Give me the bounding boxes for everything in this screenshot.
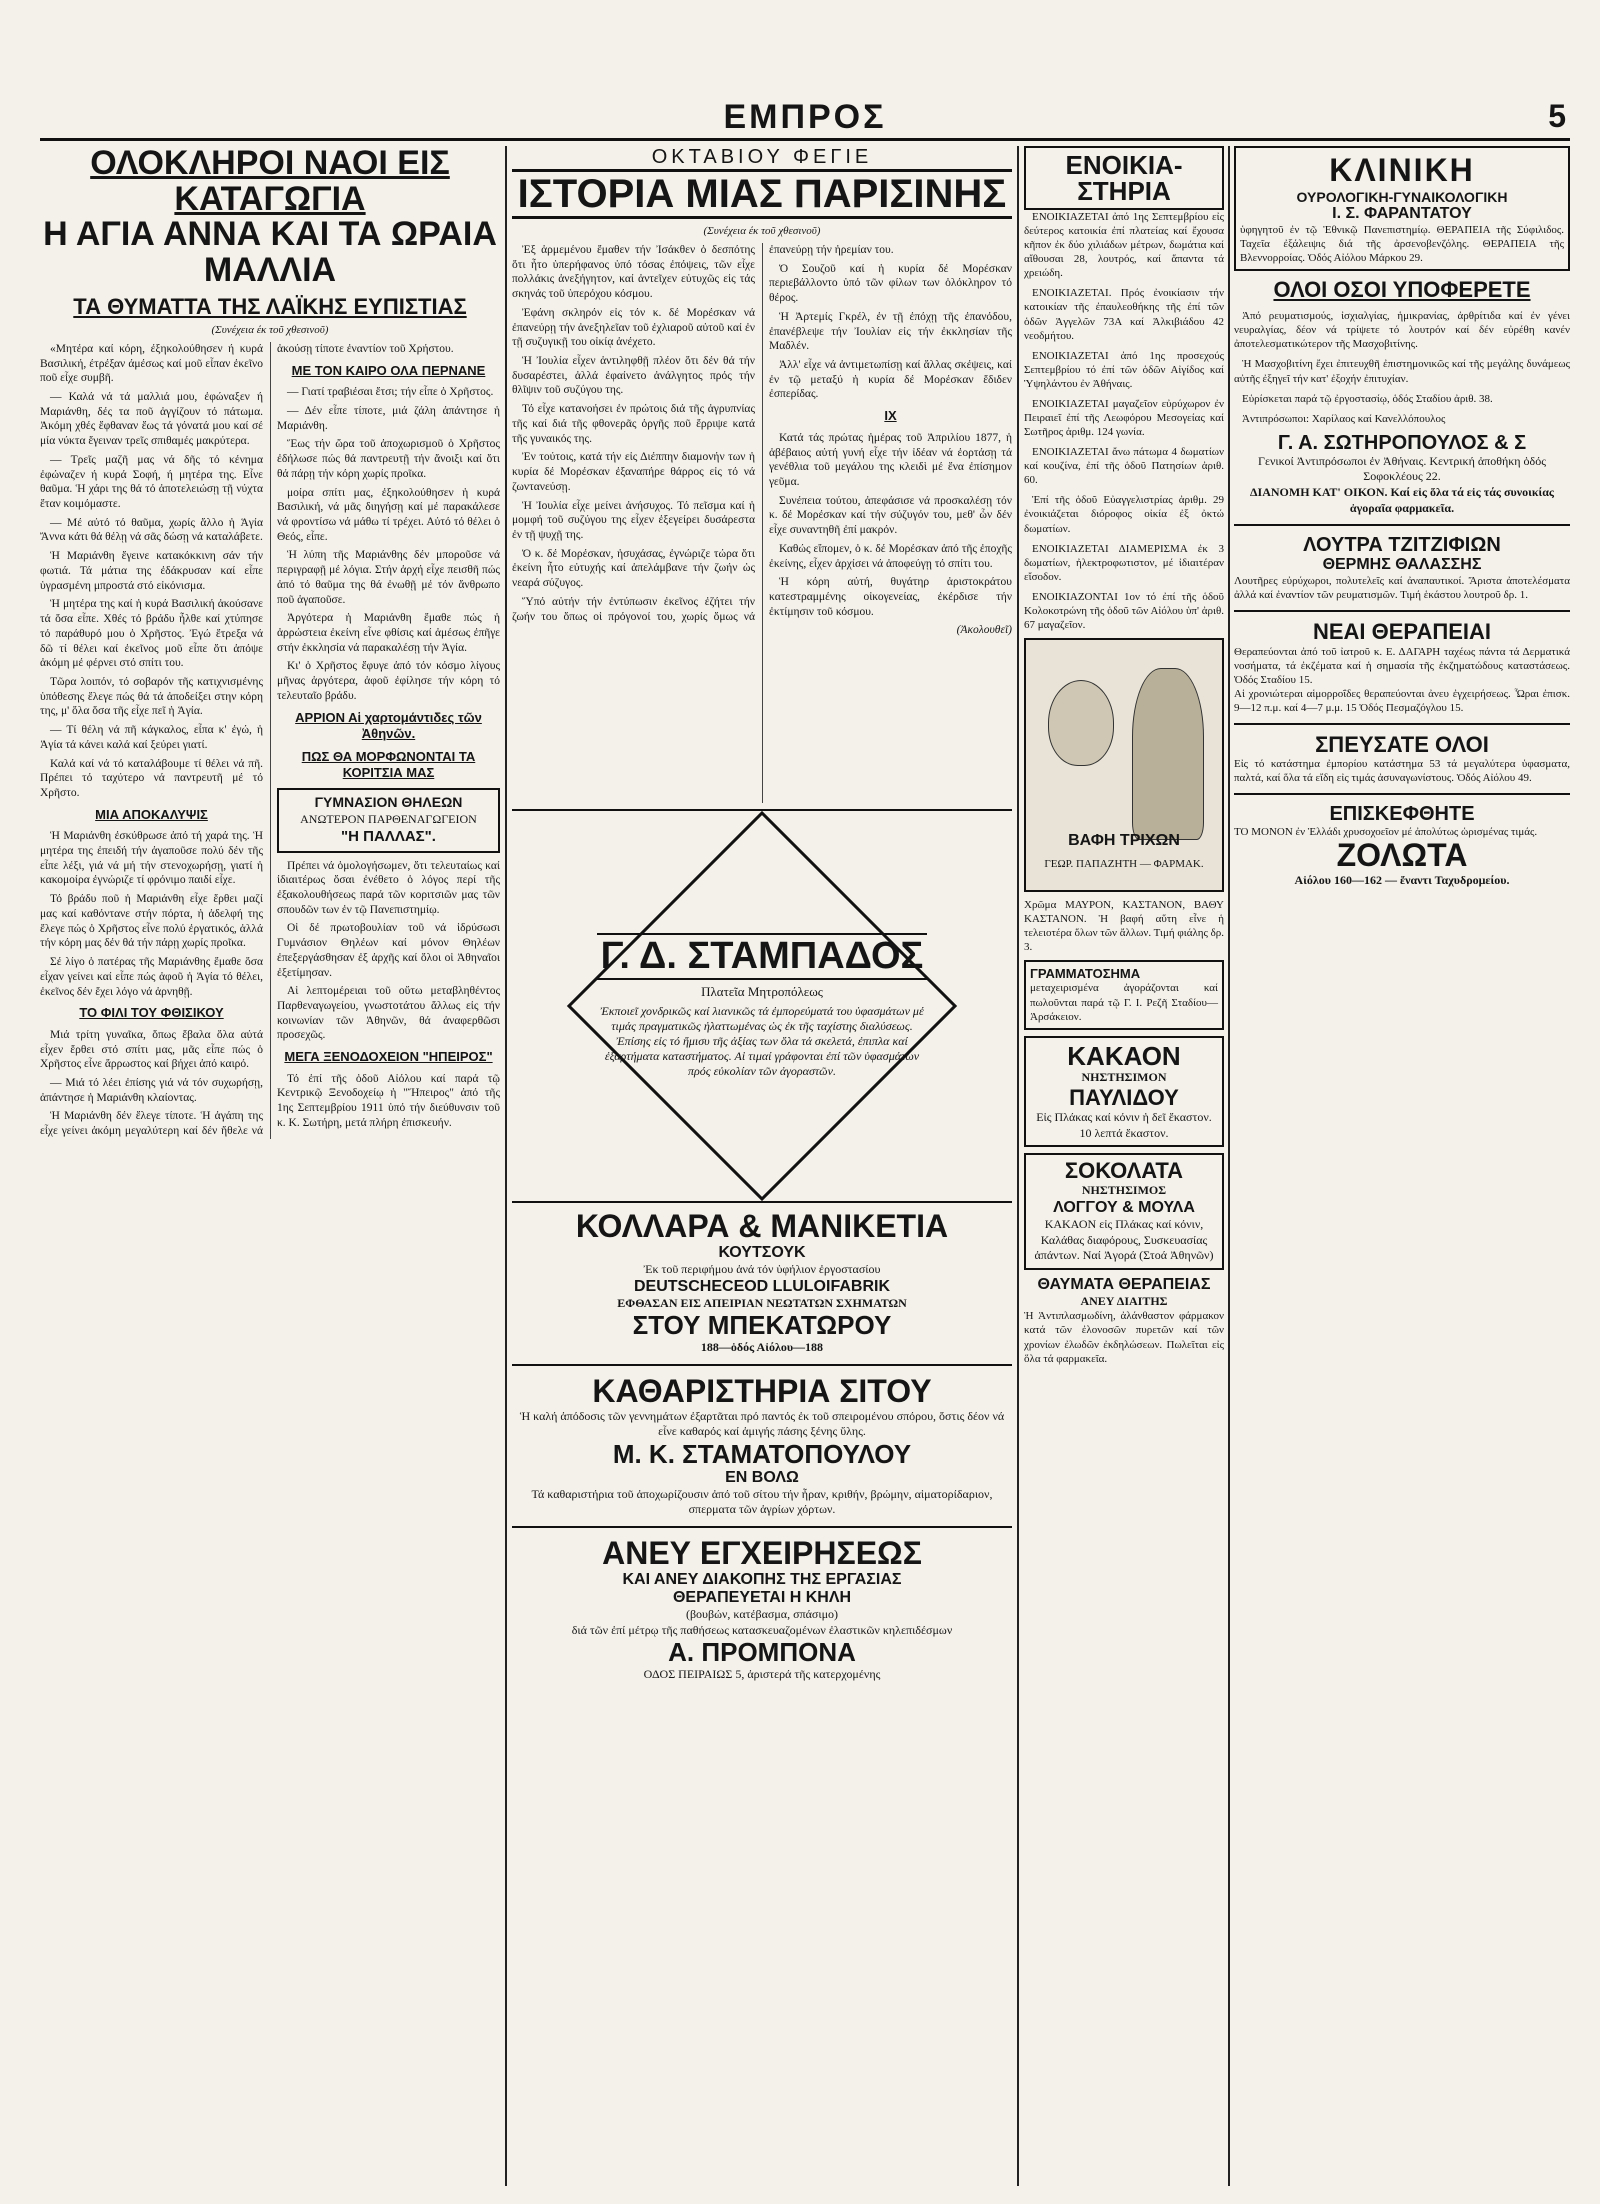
serial-body bbox=[512, 243, 1012, 803]
headline-main: ΟΛΟΚΛΗΡΟΙ ΝΑΟΙ ΕΙΣ ΚΑΤΑΓΩΓΙΑ bbox=[90, 146, 450, 218]
section-heading: ΠΩΣ ΘΑ ΜΟΡΦΩΝΟΝΤΑΙ ΤΑ ΚΟΡΙΤΣΙΑ ΜΑΣ bbox=[301, 748, 476, 781]
paragraph: Ἐν τούτοις, κατά τήν εἰς Διέππην διαμονήν των ἡ κυρία δέ Μορέσκαν ἐξαναπήρε θάρρος εἰς τό νά ζωντανεύσῃ. bbox=[512, 451, 755, 493]
paragraph: Τό βράδυ ποῦ ἡ Μαριάνθη εἶχε ἔρθει μαζί μας καί καθόντανε στήν πόρτα, ἡ ἀδελφή της ἔλεγε πώς ὁ Χρῆστος εἶνε πολύ ἐργατικός, ἀλλά τήν κόρη μας δέν θά τήν πάρῃ χωρίς προῖκα. bbox=[40, 893, 263, 950]
new-therapies-title: ΝΕΑΙ ΘΕΡΑΠΕΙΑΙ bbox=[1312, 619, 1492, 645]
chocolate-brand: ΛΟΓΓΟΥ & ΜΟΥΛΑ bbox=[1053, 1199, 1195, 1216]
rental-item: ΕΝΟΙΚΙΑΖΕΤΑΙ ἀπό 1ης Σεπτεμβρίου εἰς δεύτερος κατοικία ἐπί πλατείας καί ἔχουσα κῆπον ἐκ δύο χιλιάδων μέτρων, δωμάτια καί αἴθουσαι 28, λουτρός, καί ἅπαντα τά χρειώδη. bbox=[1024, 211, 1224, 280]
divider bbox=[1234, 723, 1570, 725]
paragraph: — Καλά νά τά μαλλιά μου, ἐφώναξεν ή Μαριάνθη, δές τα ποῦ ἀγγίζουν τό πάτωμα. Ἀκόμη χθές ἔφθαναν ἕως τά γόνατά μου καί σέ μία νύκτα ἔγειναν τρεῖς σπιθαμές μακρύτερα. bbox=[40, 391, 263, 448]
paragraph: Σέ λίγο ὁ πατέρας τῆς Μαριάνθης ἔμαθε ὅσα εἶχαν γείνει καί εἶπε πώς ἀφοῦ ἡ Ἁγία τό θέλει, ἐκεῖνος δέν ἔχει λόγο νά ἀρνηθῇ. bbox=[40, 956, 263, 998]
paragraph: Ἡ Μαριάνθη δέν ἔλεγε τίποτε. Ἡ ἀγάπη της εἶχε γείνει ἀκόμη μεγαλύτερη καί δέν ἤθελε νά ἀκούσῃ τίποτε ἐναντίον τοῦ Χρήστου. bbox=[40, 342, 454, 1138]
rental-item: ΕΝΟΙΚΙΑΖΕΤΑΙ ἄνω πάτωμα 4 δωματίων καί κουζίνα, ἐπί τῆς ὁδοῦ Πατησίων ἀριθ. 60. bbox=[1024, 446, 1224, 487]
column-divider bbox=[1017, 146, 1019, 2186]
sufferers-text bbox=[1234, 309, 1570, 426]
paragraph: Ἐφάνη σκληρόν εἰς τόν κ. δέ Μορέσκαν νά ἐπανεύρῃ τήν ἀνεξηλεῖαν τοῦ ἐχλιαροῦ αὐτοῦ καί ἐν τῇ συζυγικῇ του οἰκίᾳ ἀνέχετο. bbox=[512, 306, 755, 349]
paragraph: Ἀργότερα ἡ Μαριάνθη ἔμαθε πώς ἡ ἀρρώστεια ἐκείνη εἶνε φθίσις καί ἀμέσως ἐπῆγε στήν ἐκκλησία νά παρακαλέσῃ τήν Ἁγία. bbox=[277, 612, 500, 654]
wheat-cleaner-city: ΕΝ ΒΟΛΩ bbox=[725, 1468, 799, 1486]
rentals-heading: ΕΝΟΙΚΙΑ-ΣΤΗΡΙΑ bbox=[1024, 146, 1224, 210]
wheat-cleaner-text: Ἡ καλή ἀπόδοσις τῶν γεννημάτων ἐξαρτᾶται πρό παντός ἐκ τοῦ σπειρομένου σπόρου, ὅστις δέον νά εἶνε καθαρός καί ἀμιγής πάσης ξένης ὕλης. bbox=[519, 1408, 1005, 1439]
paragraph: Ἀλλ' εἶχε νά ἀντιμετωπίσῃ καί ἄλλας σκέψεις, καί ἐν τῷ μεταξύ ἡ κυρία δέ Μορέσκαν ἔδιδεν ἐσπερίδας. bbox=[769, 359, 1012, 401]
hernia-text: διά τῶν ἐπί μέτρῳ τῆς παθήσεως κατασκευαζομένων ἐλαστικῶν κηλεπιδέσμων bbox=[571, 1622, 953, 1637]
continued-note: (Συνέχεια έκ τοῦ χθεσινοῦ) bbox=[211, 323, 329, 336]
cocoa-subtitle: ΝΗΣΤΗΣΙΜΟΝ bbox=[1081, 1070, 1167, 1085]
cocoa-ad bbox=[1024, 1036, 1224, 1148]
paragraph: Ἡ λύπη τῆς Μαριάνθης δέν μποροῦσε νά περιγραφῇ μέ λόγια. Στήν ἀρχή εἶχε πεισθῆ πώς ἀπό τό θαῦμα της θά ἐνωθῇ μέ τόν ἄνθρωπο ποῦ ἀγαποῦσε. bbox=[277, 549, 500, 606]
hair-dye-ad-illustration bbox=[1024, 638, 1224, 892]
collars-ad bbox=[512, 1209, 1012, 1356]
collars-line: Ἐκ τοῦ περιφήμου ἀνά τόν ὑφήλιον ἐργοστασίου bbox=[643, 1262, 881, 1277]
stampados-ad bbox=[512, 809, 1012, 1203]
visit-address: Αἰόλου 160—162 — ἔναντι Ταχυδρομείου. bbox=[1294, 872, 1510, 887]
continued-note: (Συνέχεια έκ τοῦ χθεσινοῦ) bbox=[703, 225, 821, 237]
paragraph: Ἐξ ἀρμεμένου ἔμαθεν τήν Ἰσάκθεν ὁ δεσπότης ὅτι ἦτο ὑπερήφανος ὑπό τόσας ἐπόψεις, τῶν εἶχε πολλάκις ἀνεξήγητον, καί ἀντεῖχεν εὐτυχῶς εἰς τάς σκηνάς τοῦ ὑπερόχου κόσμου. bbox=[512, 244, 755, 301]
baths-text: Λουτῆρες εὐρύχωροι, πολυτελεῖς καί ἀναπαυτικοί. Ἄριστα ἀποτελέσματα ἀλλά καί ἐναντίον τῶν ρευματισμῶν. Τιμή ἑκάστου λουτροῦ δρ. 1. bbox=[1234, 575, 1570, 602]
collars-arrived: ΕΦΘΑΣΑΝ ΕΙΣ ΑΠΕΙΡΙΑΝ ΝΕΩΤΑΤΩΝ ΣΧΗΜΑΤΩΝ bbox=[617, 1295, 907, 1310]
serial-author: ΟΚΤΑΒΙΟΥ ΦΕΓΙΕ bbox=[651, 146, 873, 168]
paragraph: Εὑρίσκεται παρά τῷ ἐργοστασίῳ, ὁδός Σταδίου ἀριθ. 38. bbox=[1242, 392, 1493, 405]
therapy-subtitle: ΑΝΕΥ ΔΙΑΙΤΗΣ bbox=[1080, 1293, 1168, 1308]
clinic-ad bbox=[1234, 146, 1570, 271]
cocoa-text: Εἰς Πλάκας καί κόνιν ἡ δεῖ ἕκαστον. 10 λεπτά ἕκαστον. bbox=[1036, 1110, 1212, 1140]
chocolate-ad bbox=[1024, 1153, 1224, 1270]
school-subtitle: ΑΝΩΤΕΡΟΝ ΠΑΡΘΕΝΑΓΩΓΕΙΟΝ bbox=[300, 811, 477, 826]
paragraph: Κι' ὁ Χρῆστος ἔφυγε ἀπό τόν κόσμο λίγους μῆνας ἀργότερα, ἀφοῦ ἐφίλησε τήν κόρη τό τελευταῖο βράδυ. bbox=[277, 660, 500, 702]
collars-store: ΣΤΟΥ ΜΠΕΚΑΤΩΡΟΥ bbox=[632, 1310, 892, 1341]
column-3-classifieds bbox=[1024, 146, 1224, 2186]
newspaper-title: ΕΜΠΡΟΣ bbox=[723, 98, 887, 136]
column-2-serial bbox=[512, 146, 1012, 2186]
paragraph: Ὁ κ. δέ Μορέσκαν, ἡσυχάσας, ἐγνώριζε τώρα ὅτι ἐκείνη ἦτο εὐτυχής καί ἀπελάμβανε τήν ζωήν ὡς νεαρά σύζυγος. bbox=[512, 547, 755, 590]
section-heading: ΤΟ ΦΙΛΙ ΤΟΥ ΦΘΙΣΙΚΟΥ bbox=[79, 1005, 224, 1021]
paragraph: Τῶρα λοιπόν, τό σοβαρόν τῆς κατιχνισμένης ὑπόθεσης ἔλεγε πώς θά τά ἀποδείξει στην κόρη της, μ' ὅλα ὅσα τῆς εἶχε πεῖ ἡ Ἁγία. bbox=[40, 675, 263, 718]
paragraph: — Μέ αὐτό τό θαῦμα, χωρίς ἄλλο ἡ Ἁγία Ἄννα κάτι θά θέλῃ νά σᾶς δώσῃ νά καταλάβετε. bbox=[40, 516, 263, 544]
new-therapies-ad bbox=[1234, 620, 1570, 715]
paragraph: — Μιά τό λέει ἐπίσης γιά νά τόν συχωρήσῃ, ἀπάντησε ἡ Μαριάνθη κλαίοντας. bbox=[40, 1077, 263, 1104]
divider bbox=[512, 1526, 1012, 1528]
stamps-text: μεταχειρισμένα ἀγοράζονται καί πωλοῦνται παρά τῷ Γ. Ι. Ρεζῆ Σταδίου—Ἀρσάκειον. bbox=[1030, 982, 1218, 1023]
wheat-cleaner-ad bbox=[512, 1374, 1012, 1518]
therapy-ad bbox=[1024, 1276, 1224, 1366]
clinic-text: ὑφηγητοῦ ἐν τῷ Ἐθνικῷ Πανεπιστημίῳ. ΘΕΡΑΠΕΙΑ τῆς Σύφιλιδος. Ταχεῖα ἐξάλειψις διά τῆς ἀρσενοβενζόλης. ΘΕΡΑΠΕΙΑ τῆς Βλεννορροίας. Ὁδός Αἰόλου Μάρκου 29. bbox=[1240, 224, 1564, 265]
paragraph: Ἡ Ἰουλία εἶχε μείνει ἀνήσυχος. Τό πεῖσμα καί ἡ μομφή τοῦ συζύγου της εἶχεν ἐξεγείρει δυσάρεστα ἐν τῇ ψυχῇ της. bbox=[512, 499, 755, 541]
clinic-subtitle: ΟΥΡΟΛΟΓΙΚΗ-ΓΥΝΑΙΚΟΛΟΓΙΚΗ bbox=[1296, 189, 1508, 205]
paragraph: Μιά τρίτη γυναῖκα, ὅπως ἔβαλα ὅλα αὐτά εἶχεν ἔρθει στό σπίτι μας, μᾶς εἶπε πώς ὁ Χρῆστος εἶνε ἄρρωστος καί βήχει ἀπό καιρό. bbox=[40, 1028, 263, 1071]
school-name: "Η ΠΑΛΛΑΣ". bbox=[341, 828, 436, 846]
hurry-ad bbox=[1234, 733, 1570, 785]
paragraph: Ἀπό ρευματισμούς, ἰσχιαλγίας, ἡμικρανίας, ἀρθρίτιδα καί ἐν γένει νευραλγίας, δέον νά τρίψετε τό λουτρόν καί δέν εὐρέθη κανέν ἀποτελεσματικώτερον τῆς Μασχοβιτίνης. bbox=[1234, 310, 1570, 351]
paragraph: Ἡ μητέρα της καί ἡ κυρά Βασιλική ἀκούσανε τά ὅσα εἶπε. Χθές τό βράδυ ἦλθε καί χτύπησε τό παράθυρό μου ὁ Χρῆστος. Ἐγώ ἔτρεξα νά δῶ τί θέλει καί ἐκεῖνος μοῦ εἶπε ὅτι ἀπόψε ἀκόμη μέ φέρνει στό σπίτι του. bbox=[40, 598, 263, 670]
visit-text: ΤΟ ΜΟΝΟΝ ἐν Ἑλλάδι χρυσοχοεῖον μέ ἀπολύτως ὡρισμένας τιμάς. bbox=[1234, 826, 1538, 839]
collars-title: ΚΟΛΛΑΡΑ & ΜΑΝΙΚΕΤΙΑ bbox=[575, 1208, 949, 1244]
wheat-cleaner-text2: Τά καθαριστήρια τοῦ ἀποχωρίζουσιν ἀπό τοῦ σίτου τήν ἦραν, κριθήν, βρώμην, αἱματορίδαριον, σπερματα τῶν ἀγρίων χόρτων. bbox=[531, 1486, 993, 1517]
therapy-title: ΘΑΥΜΑΤΑ ΘΕΡΑΠΕΙΑΣ bbox=[1037, 1275, 1211, 1293]
rental-item: Ἐπί τῆς ὁδοῦ Εὐαγγελιστρίας ἀριθμ. 29 ἐνοικιάζεται διόροφος οἰκία ἐξ ὀκτώ δωματίων. bbox=[1024, 494, 1224, 535]
paragraph: Συνέπεια τούτου, ἀπεφάσισε νά προσκαλέσῃ τόν κ. δέ Μορέσκαν καί τήν σύζυγόν του, μεθ' ὧν δέν εἶχε συναντηθῆ ἐπί μακρόν. bbox=[769, 494, 1012, 537]
divider bbox=[1234, 524, 1570, 526]
page-number: 5 bbox=[1548, 98, 1566, 134]
section-heading: ΜΕΓΑ ΞΕΝΟΔΟΧΕΙΟΝ "ΗΠΕΙΡΟΣ" bbox=[284, 1049, 493, 1065]
paragraph: Ἡ Μασχοβιτίνη ἔχει ἐπιτευχθῆ ἐπιστημονικῶς καί τῆς μεγάλης δυνάμεως αὐτῆς ἐξηγεῖ τήν κατ' ἐξοχήν ἐπιτυχίαν. bbox=[1234, 358, 1570, 385]
visit-brand: ΖΟΛΩΤΑ bbox=[1336, 837, 1468, 874]
agents-text: Γενικοί Ἀντιπρόσωποι ἐν Ἀθήναις. Κεντρική ἀποθήκη ὁδός Σοφοκλέους 22. bbox=[1258, 453, 1546, 484]
man-portrait-icon bbox=[1048, 680, 1114, 766]
stampados-ad-content bbox=[597, 933, 927, 1079]
serial-title: ΙΣΤΟΡΙΑ ΜΙΑΣ ΠΑΡΙΣΙΝΗΣ bbox=[512, 169, 1012, 219]
agents-brand: Γ. Α. ΣΩΤΗΡΟΠΟΥΛΟΣ & Σ bbox=[1277, 431, 1527, 454]
clinic-doctor: Ι. Σ. ΦΑΡΑΝΤΑΤΟΥ bbox=[1332, 205, 1472, 222]
clinic-title: ΚΛΙΝΙΚΗ bbox=[1329, 152, 1475, 188]
school-title: ΓΥΜΝΑΣΙΟΝ ΘΗΛΕΩΝ bbox=[314, 794, 463, 811]
paragraph: Ἡ Ἀρτεμίς Γκρέλ, ἐν τῇ ἐπόχῃ τῆς ἐπανόδου, ἐπανέβλεψε τήν Ἰουλίαν εἰς τήν ἐκκλησίαν τῆς Μαδλέν. bbox=[769, 310, 1012, 353]
agents-ad bbox=[1234, 432, 1570, 516]
paragraph: Τό εἶχε κατανοήσει ἐν πρώτοις διά τῆς ἀγρυπνίας τῆς καί διά τῆς φθονερᾶς ὀργῆς ποῦ ἔρριψε κατά τῆς γυναικός της. bbox=[512, 403, 755, 445]
baths-title: ΛΟΥΤΡΑ ΤΖΙΤΖΙΦΙΩΝ bbox=[1303, 534, 1501, 557]
hurry-title: ΣΠΕΥΣΑΤΕ ΟΛΟΙ bbox=[1315, 731, 1489, 757]
continued-signature: (Ἀκολουθεῖ) bbox=[956, 624, 1012, 637]
visit-title: ΕΠΙΣΚΕΦΘΗΤΕ bbox=[1329, 803, 1475, 826]
paragraph: Ὕπό αὐτήν τήν ἐντύπωσιν ἐκεῖνος ἐζήτει τήν ζωήν του ὅπως οἱ πρόγονοί του, χωρίς ὅμως νά ἐπανεύρῃ τήν ἠρεμίαν του. bbox=[512, 244, 894, 623]
hurry-text: Εἰς τό κατάστημα ἐμπορίου κατάστημα 53 τά μεγαλύτερα ὑφασματα, παλτά, καί ὅλα τά εἴδη εἰς τιμάς ἀσυναγωνίστους. Ὁδός Αἰόλου 49. bbox=[1234, 758, 1570, 785]
hair-dye-maker: ΓΕΩΡ. ΠΑΠΑΖΗΤΗ — ΦΑΡΜΑΚ. bbox=[1044, 858, 1204, 871]
paragraph: Ἡ Ἰουλία εἶχεν ἀντιληφθῇ πλέον ὅτι δέν θά τήν δυσαρέστει, ἀλλά ἐφαίνετο ἀνάλγητος πρός τήν θλῖψιν τοῦ συζύγου της. bbox=[512, 355, 755, 397]
cocoa-title: ΚΑΚΑΟΝ bbox=[1067, 1040, 1181, 1071]
paragraph: Ἡ κόρη αὐτή, θυγάτηρ ἀριστοκράτου κατεστραμμένης οἰκογενείας, ἐκέρδισε τήν ἐκτίμησιν τοῦ κόσμου. bbox=[769, 576, 1012, 618]
paragraph: Ὁ Σουζοῦ καί ἡ κυρία δέ Μορέσκαν περιεβάλλοντο ὑπό τῶν φίλων των ὁλόκληρον τό θέρος. bbox=[769, 262, 1012, 305]
chapter-number: IX bbox=[884, 408, 897, 424]
school-notice-box bbox=[277, 788, 500, 852]
paragraph: Ἡ Μαριάνθη ἐσκύθρωσε ἀπό τή χαρά της. Ἡ μητέρα της ἐπειδή τήν ἀγαποῦσε πολύ δέν τῆς εἶπε λέξι, γιά νά μή τήν στενοχωρήσῃ, γιατί ἡ κακομοίρα ἐγνώριζε τί φρόνιμο παιδί εἶχε. bbox=[40, 830, 263, 887]
chocolate-title: ΣΟΚΟΛΑΤΑ bbox=[1064, 1158, 1184, 1184]
hernia-subtitle2: ΘΕΡΑΠΕΥΕΤΑΙ Η ΚΗΛΗ bbox=[672, 1588, 852, 1606]
hernia-subtitle: ΚΑΙ ΑΝΕΥ ΔΙΑΚΟΠΗΣ ΤΗΣ ΕΡΓΑΣΙΑΣ bbox=[622, 1570, 902, 1588]
rental-item: ΕΝΟΙΚΙΑΖΕΤΑΙ. Πρός ἐνοικίασιν τήν κατοικίαν τῆς ἐπαυλεοθήκης τῆς ἐπί τῶν ὁδῶν Ἀγγελῶν 73Α καί Ἀλκιβιάδου 42 νεοδμήτου. bbox=[1024, 287, 1224, 342]
divider bbox=[1234, 610, 1570, 612]
paragraph: Κατά τάς πρώτας ἡμέρας τοῦ Ἀπριλίου 1877, ἡ ἀβέβαιος αὐτή γυνή εἶχε τήν ἰδέαν νά ἐορτάσῃ τά γενέθλια τοῦ μεγάλου της κλειδὶ μέ ἕνα ἐπίσημον γεῦμα. bbox=[769, 431, 1012, 488]
chocolate-subtitle: ΝΗΣΤΗΣΙΜΟΣ bbox=[1081, 1183, 1167, 1198]
hernia-address: ΟΔΟΣ ΠΕΙΡΑΙΩΣ 5, ἀριστερά τῆς κατερχομένης bbox=[643, 1666, 881, 1681]
article-body bbox=[40, 342, 500, 1139]
column-4-ads bbox=[1234, 146, 1570, 2186]
new-therapies-text: Θεραπεύονται ἀπό τοῦ ἰατροῦ κ. Ε. ΔΑΓΑΡΗ ταχέως πάντα τά Δερματικά νοσήματα, τά ἐκζέματα καί ἡ σημασία τῆς ἐκζηματώδους καταστάσεως. Ὁδός Σταδίου 15. bbox=[1234, 645, 1570, 686]
paragraph: — Γιατί τραβιέσαι ἔτσι; τήν εἶπε ὁ Χρῆστος. bbox=[287, 386, 494, 399]
paragraph: Καθώς εἴπομεν, ὁ κ. δέ Μορέσκαν ἀπό τῆς ἐποχῆς ἐκείνης, εἶχεν ἀρχίσει νά ἀποφεύγῃ τό σπίτι του. bbox=[769, 542, 1012, 570]
rental-item: ΕΝΟΙΚΙΑΖΕΤΑΙ μαγαζεῖον εὐρύχωρον ἐν Πειραιεῖ ἐπί τῆς Λεωφόρου Μεσογείας καί Σωτῆρος ἀριθμ. 124 γωνία. bbox=[1024, 397, 1224, 439]
paragraph: Αἱ λεπτομέρειαι τοῦ οὕτω μεταβληθέντος Παρθεναγωγείου, γνωστοτάτου ἄλλως εἰς τήν κοινωνίαν τῶν Ἀθηνῶν, θά ἀναφερθῶσι προσεχῶς. bbox=[277, 985, 500, 1042]
stampados-subtitle: Πλατεῖα Μητροπόλεως bbox=[701, 984, 823, 999]
paragraph: — Δέν εἶπε τίποτε, μιά ζάλη ἀπάντησε ἡ Μαριάνθη. bbox=[277, 404, 500, 432]
paragraph: — Τρεῖς μαζῆ μας νά δῆς τό κένημα ἐφώναζεν ή κυρά Σοφή, ή μητέρα της. Εἶνε θαῦμα. Ἡ χάρι της θά τό ἀποτελειώσῃ τῇ νύχτα ἕταν κοιμόμαστε. bbox=[40, 453, 263, 511]
paragraph: Ἀντιπρόσωποι: Χαρίλαος καί Κανελλόπουλος bbox=[1242, 412, 1446, 425]
section-heading: ΜΕ ΤΟΝ ΚΑΙΡΟ ΟΛΑ ΠΕΡΝΑΝΕ bbox=[291, 362, 486, 378]
wheat-cleaner-brand: Μ. Κ. ΣΤΑΜΑΤΟΠΟΥΛΟΥ bbox=[612, 1438, 912, 1469]
rental-item: ΕΝΟΙΚΙΑΖΕΤΑΙ ΔΙΑΜΕΡΙΣΜΑ ἐκ 3 δωματίων, ἠλεκτροφωτιστον, μέ ἰδιαιτέραν εἴσοδον. bbox=[1024, 542, 1224, 583]
headline-secondary: Η ΑΓΙΑ ΑΝΝΑ ΚΑΙ ΤΑ ΩΡΑΙΑ ΜΑΛΛΙΑ bbox=[43, 215, 497, 290]
column-divider bbox=[1228, 146, 1230, 2186]
paragraph: Οἱ δέ πρωτοβουλίαν τοῦ νά ἱδρύσωσι Γυμνάσιον Θηλέων καί μόνον Θηλέων ἐπεξεργάσθησαν ἐξ ἀρχῆς καί ὅλοι οἱ Ἀθηναῖοι ἐξετίμησαν. bbox=[277, 922, 500, 979]
baths-subtitle: ΘΕΡΜΗΣ ΘΑΛΑΣΣΗΣ bbox=[1322, 556, 1482, 574]
agents-distribution: ΔΙΑΝΟΜΗ ΚΑΤ' ΟΙΚΟΝ. Καί εἰς ὅλα τά εἰς τάς συνοικίας ἀγοραῖα φαρμακεῖα. bbox=[1250, 484, 1554, 515]
divider bbox=[512, 1364, 1012, 1366]
column-1-article bbox=[40, 146, 500, 2186]
chocolate-text: ΚΑΚΑΟΝ εἰς Πλάκας καί κόνιν, Καλάθας διαφόρους, Συσκευασίας ἀπάντων. Ναί Ἀγορά (Στοά Ἀθηνῶν) bbox=[1034, 1217, 1214, 1263]
cocoa-brand: ΠΑΥΛΙΔΟΥ bbox=[1069, 1084, 1179, 1110]
sufferers-heading: ΟΛΟΙ ΟΣΟΙ ΥΠΟΦΕΡΕΤΕ bbox=[1273, 277, 1531, 303]
hair-dye-text: Χρῶμα ΜΑΥΡΟΝ, ΚΑΣΤΑΝΟΝ, ΒΑΘΥ ΚΑΣΤΑΝΟΝ. Ἡ βαφή αὕτη εἶνε ἡ τελειοτέρα ὅλων τῶν ἄλλων. Τιμή φιάλης δρ. 3. bbox=[1024, 899, 1224, 954]
hernia-brand: Α. ΠΡΟΜΠΟΝΑ bbox=[668, 1637, 856, 1668]
hernia-title: ΑΝΕΥ ΕΓΧΕΙΡΗΣΕΩΣ bbox=[602, 1534, 922, 1571]
collars-brand: ΚΟΥΤΣΟΥΚ bbox=[718, 1244, 806, 1262]
collars-address: 188—ὁδός Αἰόλου—188 bbox=[700, 1339, 824, 1354]
paragraph: Τό ἐπί τῆς ὁδοῦ Αἰόλου καί παρά τῷ Κεντρικῷ Ξενοδοχείῳ ἡ "Ἤπειρος" ἀπό τῆς 1ης Σεπτεμβρίου 1911 ὑπό τήν διεύθυνσιν τοῦ κ. Κ. Σωτήρη, μετά πλήρη ἐπισκευήν. bbox=[277, 1072, 500, 1129]
hernia-subtitle3: (βουβών, κατέβασμα, σπάσιμο) bbox=[685, 1606, 839, 1621]
section-heading: ΜΙΑ ΑΠΟΚΑΛΥΨΙΣ bbox=[95, 806, 208, 822]
wheat-cleaner-title: ΚΑΘΑΡΙΣΤΗΡΙΑ ΣΙΤΟΥ bbox=[592, 1372, 932, 1409]
paragraph: Πρέπει νά ὁμολογήσωμεν, ὅτι τελευταίως καί ἰδιαιτέρως ὅσαι ἐνέθετο ὁ λόγος περί τῆς ἐξακολουθήσεως παρά τῶν κοριτσιῶν μας τῶν σπουδῶν των ἐν τῷ Πανεπιστημίῳ. bbox=[277, 859, 500, 916]
headline-tertiary: ΤΑ ΘΥΜΑΤΤΑ ΤΗΣ ΛΑΪΚΗΣ ΕΥΠΙΣΤΙΑΣ bbox=[73, 293, 467, 319]
stampados-title: Γ. Δ. ΣΤΑΜΠΑΔΟΣ bbox=[597, 933, 927, 980]
stamps-title: ΓΡΑΜΜΑΤΟΣΗΜΑ bbox=[1030, 966, 1141, 982]
therapy-text: Ἡ Ἀντιπλασμωδίνη, ἀλάνθαστον φάρμακον κατά τῶν ἐλονοσῶν πυρετῶν καί τῶν χρονίων ἐλωδῶν ἐκδηλώσεων. Πωλεῖται εἰς ὅλα τά φαρμακεῖα. bbox=[1024, 1310, 1224, 1365]
rental-item: ΕΝΟΙΚΙΑΖΕΤΑΙ ἀπό 1ης προσεχούς Σεπτεμβρίου τό ἐπί τῶν ὁδῶν Αἰγίδος καί Ὑψηλάντου ἐν Ἀθήναις. bbox=[1024, 349, 1224, 390]
section-heading: ΑΡΡΙΟΝ Αἱ χαρτομάντιδες τῶν Ἀθηνῶν. bbox=[295, 709, 482, 742]
masthead bbox=[40, 98, 1570, 141]
stamps-ad bbox=[1024, 960, 1224, 1029]
paragraph: Καλά καί νά τό καταλάβουμε τί θέλει νά πῆ. Πρέπει τό ταχύτερο νά παντρευτῆ μέ τό Χρῆστο. bbox=[40, 757, 263, 799]
hernia-ad bbox=[512, 1536, 1012, 1683]
divider bbox=[1234, 793, 1570, 795]
rentals-list bbox=[1024, 210, 1224, 632]
paragraph: Ἕως τήν ὥρα τοῦ ἀποχωρισμοῦ ὁ Χρῆστος ἐδήλωσε πώς θά παντρευτῇ τήν ἄνοιξι καί ὅτι θά πάρῃ τήν κόρη χωρίς προῖκα. bbox=[277, 438, 500, 480]
collars-factory: DEUTSCHECEOD LLULOIFABRIK bbox=[634, 1277, 890, 1295]
hair-dye-title: ΒΑΦΗ ΤΡΙΧΩΝ bbox=[1068, 832, 1180, 850]
paragraph: Ἡ Μαριάνθη ἔγεινε κατακόκκινη σάν τήν φωτιά. Τά μάτια της ἐδάκρυσαν καί εἶπε ὑγρασμένη μπροστά στό εἰκόνισμα. bbox=[40, 550, 263, 592]
paragraph: «Μητέρα καί κόρη, έξηκολούθησεν ή κυρά Βασιλική, έτρέξαν άμέσως καί μοῦ εἶπαν ἐκεῖνο ποῦ εἶχε συμβῆ. bbox=[40, 342, 263, 385]
stampados-text: Ἐκποιεῖ χονδρικῶς καί λιανικῶς τά ἐμπορεύματά του ὑφασμάτων μέ τιμάς πραγματικῶς ἠλαττωμένας ὡς ἐκ τῆς ταχίστης διαλύσεως. Ἐπίσης εἰς τό ἥμισυ τῆς ἀξίας των ὅλα τά σκελετά, ἐπιπλα καί ἐξαρτήματα καταστήματος. Αἱ τιμαί γράφονται ἐπί τῶν ὑφασμάτων πρός εὐκολίαν τῶν ἀγοραστῶν. bbox=[600, 1004, 924, 1078]
paragraph: μοίρα σπίτι μας, ἐξηκολούθησεν ἡ κυρά Βασιλική, νά μᾶς διηγήσῃ καί μέ παρακάλεσε νά φροντίσω νά μάθω τί τρέχει. Αὐτό τό θέλει ὁ Θεός, εἶπε. bbox=[277, 486, 500, 543]
baths-ad bbox=[1234, 534, 1570, 602]
column-divider bbox=[505, 146, 507, 2186]
paragraph: — Τί θέλη νά πῆ κάγκαλος, εἶπα κ' ἐγώ, ἡ Ἁγία τά κάνει καλά καί ξεύρει γιατί. bbox=[40, 724, 263, 751]
new-therapies-text2: Αἱ χρονιώτεραι αἱμορροΐδες θεραπεύονται ἀνευ ἐγχειρήσεως. Ὧραι ἐπισκ. 9—12 π.μ. καί 4—7 μ.μ. 15 Ὁδός Πεσμαζόγλου 15. bbox=[1234, 687, 1570, 714]
rental-item: ΕΝΟΙΚΙΑΖΟΝΤΑΙ 1ον τό ἐπί τῆς ὁδοῦ Κολοκοτρώνη τῆς ὁδοῦ τῶν Αἰόλου ὑπ' ἀριθ. 67 μαγαζεῖον. bbox=[1024, 590, 1224, 632]
woman-figure-icon bbox=[1132, 668, 1204, 840]
visit-ad bbox=[1234, 803, 1570, 888]
